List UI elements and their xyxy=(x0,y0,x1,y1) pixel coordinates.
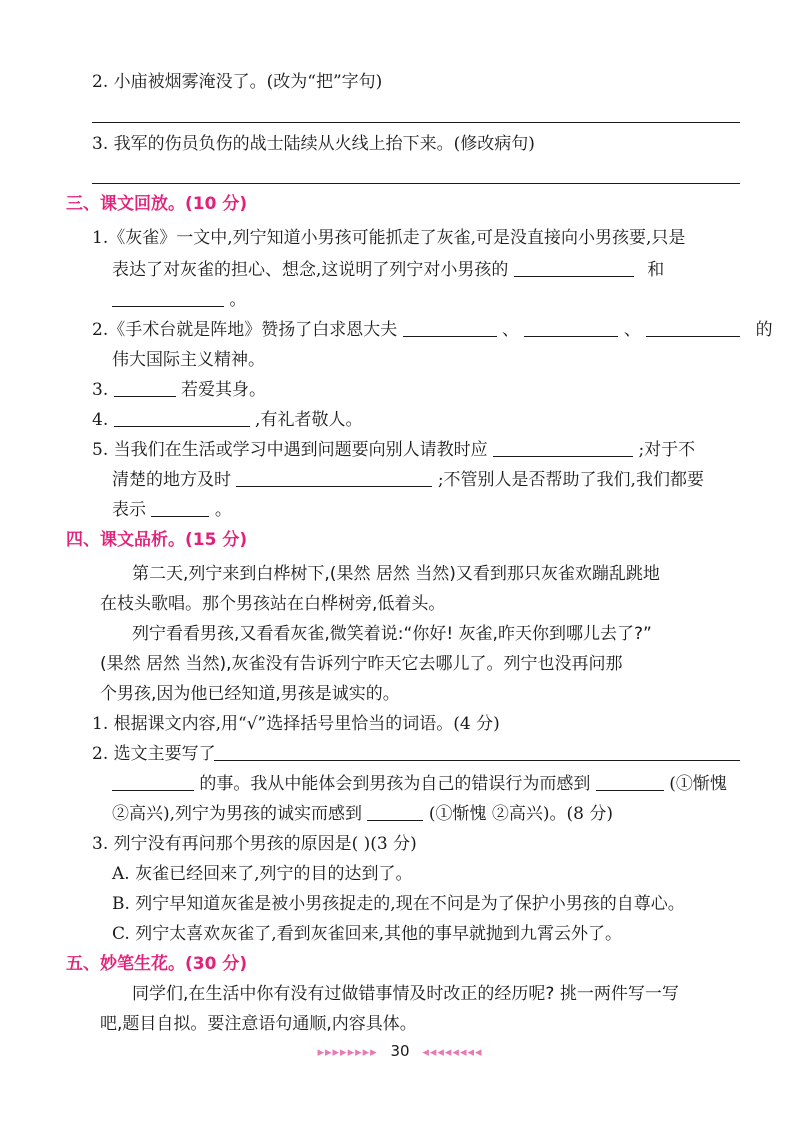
q3-1-text-end: 。 xyxy=(229,290,247,310)
blank-3-2-a[interactable] xyxy=(403,318,497,337)
q4-2-text-d: ②高兴),列宁为男孩的诚实而感到 xyxy=(112,804,363,824)
question-2-3: 3. 我军的伤员负伤的战士陆续从火线上抬下来。(修改病句) xyxy=(92,134,535,154)
q3-5-text-a: 5. 当我们在生活或学习中遇到问题要向别人请教时应 xyxy=(92,440,488,460)
section-4-header: 四、课文品析。(15 分) xyxy=(66,530,248,550)
question-4-3: 3. 列宁没有再问那个男孩的原因是( )(3 分) xyxy=(92,834,417,854)
q4-2-text-a: 2. 选文主要写了 xyxy=(92,744,216,764)
option-c[interactable]: C. 列宁太喜欢灰雀了,看到灰雀回来,其他的事早就抛到九霄云外了。 xyxy=(112,924,623,944)
blank-3-5-b[interactable] xyxy=(236,468,432,487)
q3-5-text-e: 表示 xyxy=(112,500,146,520)
question-3-2-line2: 伟大国际主义精神。 xyxy=(112,350,265,370)
q3-2-text-a: 2.《手术台就是阵地》赞扬了白求恩大夫 xyxy=(92,320,398,340)
q3-4-prefix: 4. xyxy=(92,410,109,430)
writing-prompt-line2: 吧,题目自拟。要注意语句通顺,内容具体。 xyxy=(100,1014,417,1034)
question-4-1: 1. 根据课文内容,用“√”选择括号里恰当的词语。(4 分) xyxy=(92,714,500,734)
q3-5-text-f: 。 xyxy=(214,500,232,520)
blank-4-2-b[interactable] xyxy=(112,772,194,791)
q3-5-text-c: 清楚的地方及时 xyxy=(112,470,231,490)
q4-2-text-b: 的事。我从中能体会到男孩为自己的错误行为而感到 xyxy=(199,774,591,794)
q3-1-text-a: 表达了对灰雀的担心、想念,这说明了列宁对小男孩的 xyxy=(112,260,509,280)
section-3-header: 三、课文回放。(10 分) xyxy=(66,194,248,214)
question-3-1-line2 xyxy=(112,258,664,282)
page-footer xyxy=(0,1042,800,1060)
question-2-2: 2. 小庙被烟雾淹没了。(改为“把”字句) xyxy=(92,72,383,92)
q3-5-text-b: ;对于不 xyxy=(638,440,696,460)
q3-2-sep1: 、 xyxy=(502,320,520,340)
blank-3-4[interactable] xyxy=(114,408,250,427)
question-3-3 xyxy=(92,378,266,402)
q3-1-text-b: 和 xyxy=(647,260,665,280)
option-b[interactable]: B. 列宁早知道灰雀是被小男孩捉走的,现在不问是为了保护小男孩的自尊心。 xyxy=(112,894,685,914)
question-4-2-line2 xyxy=(112,772,727,796)
passage-p1-line2: 在枝头歌唱。那个男孩站在白桦树旁,低着头。 xyxy=(100,594,446,614)
question-4-2-line1 xyxy=(92,742,216,766)
option-a[interactable]: A. 灰雀已经回来了,列宁的目的达到了。 xyxy=(112,864,413,884)
passage-p2-line3: 个男孩,因为他已经知道,男孩是诚实的。 xyxy=(100,684,400,704)
passage-p1-line1: 第二天,列宁来到白桦树下,(果然 居然 当然)又看到那只灰雀欢蹦乱跳地 xyxy=(132,564,660,584)
page-number: 30 xyxy=(390,1042,410,1060)
question-4-2-line3 xyxy=(112,802,613,826)
blank-3-5-c[interactable] xyxy=(151,498,209,517)
passage-p2-line2: (果然 居然 当然),灰雀没有告诉列宁昨天它去哪儿了。列宁也没再问那 xyxy=(100,654,623,674)
blank-3-5-a[interactable] xyxy=(493,438,633,457)
passage-p2-line1: 列宁看看男孩,又看看灰雀,微笑着说:“你好! 灰雀,昨天你到哪儿去了?” xyxy=(132,624,652,644)
blank-4-2-d[interactable] xyxy=(367,802,423,821)
writing-prompt-line1: 同学们,在生活中你有没有过做错事情及时改正的经历呢? 挑一两件写一写 xyxy=(132,984,679,1004)
question-3-5-line3 xyxy=(112,498,232,522)
left-arrows-icon: ▸▸▸▸▸▸▸▸ xyxy=(317,1045,378,1060)
blank-4-2-c[interactable] xyxy=(596,772,664,791)
blank-4-2-a[interactable] xyxy=(214,760,740,761)
q3-4-text: ,有礼者敬人。 xyxy=(255,410,363,430)
blank-3-2-c[interactable] xyxy=(646,318,740,337)
q4-2-text-c: (①惭愧 xyxy=(669,774,727,794)
right-arrows-icon: ◂◂◂◂◂◂◂◂ xyxy=(422,1045,483,1060)
question-3-1-line3 xyxy=(112,288,246,312)
q3-2-text-b: 的 xyxy=(755,320,773,340)
question-3-5-line2 xyxy=(112,468,704,492)
blank-3-3[interactable] xyxy=(114,378,176,397)
question-3-2-line1 xyxy=(92,318,773,342)
q3-3-prefix: 3. xyxy=(92,380,109,400)
question-3-1-line1: 1.《灰雀》一文中,列宁知道小男孩可能抓走了灰雀,可是没直接向小男孩要,只是 xyxy=(92,228,686,248)
q3-3-text: 若爱其身。 xyxy=(181,380,267,400)
q4-2-text-e: (①惭愧 ②高兴)。(8 分) xyxy=(428,804,614,824)
blank-3-2-b[interactable] xyxy=(524,318,618,337)
q3-2-sep2: 、 xyxy=(623,320,641,340)
blank-3-1-a[interactable] xyxy=(514,258,634,277)
question-3-5-line1 xyxy=(92,438,695,462)
section-5-header: 五、妙笔生花。(30 分) xyxy=(66,954,248,974)
answer-line-2-3[interactable] xyxy=(92,183,740,184)
answer-line-2-2[interactable] xyxy=(92,122,740,123)
blank-3-1-b[interactable] xyxy=(112,288,224,307)
q3-5-text-d: ;不管别人是否帮助了我们,我们都要 xyxy=(437,470,704,490)
question-3-4 xyxy=(92,408,362,432)
